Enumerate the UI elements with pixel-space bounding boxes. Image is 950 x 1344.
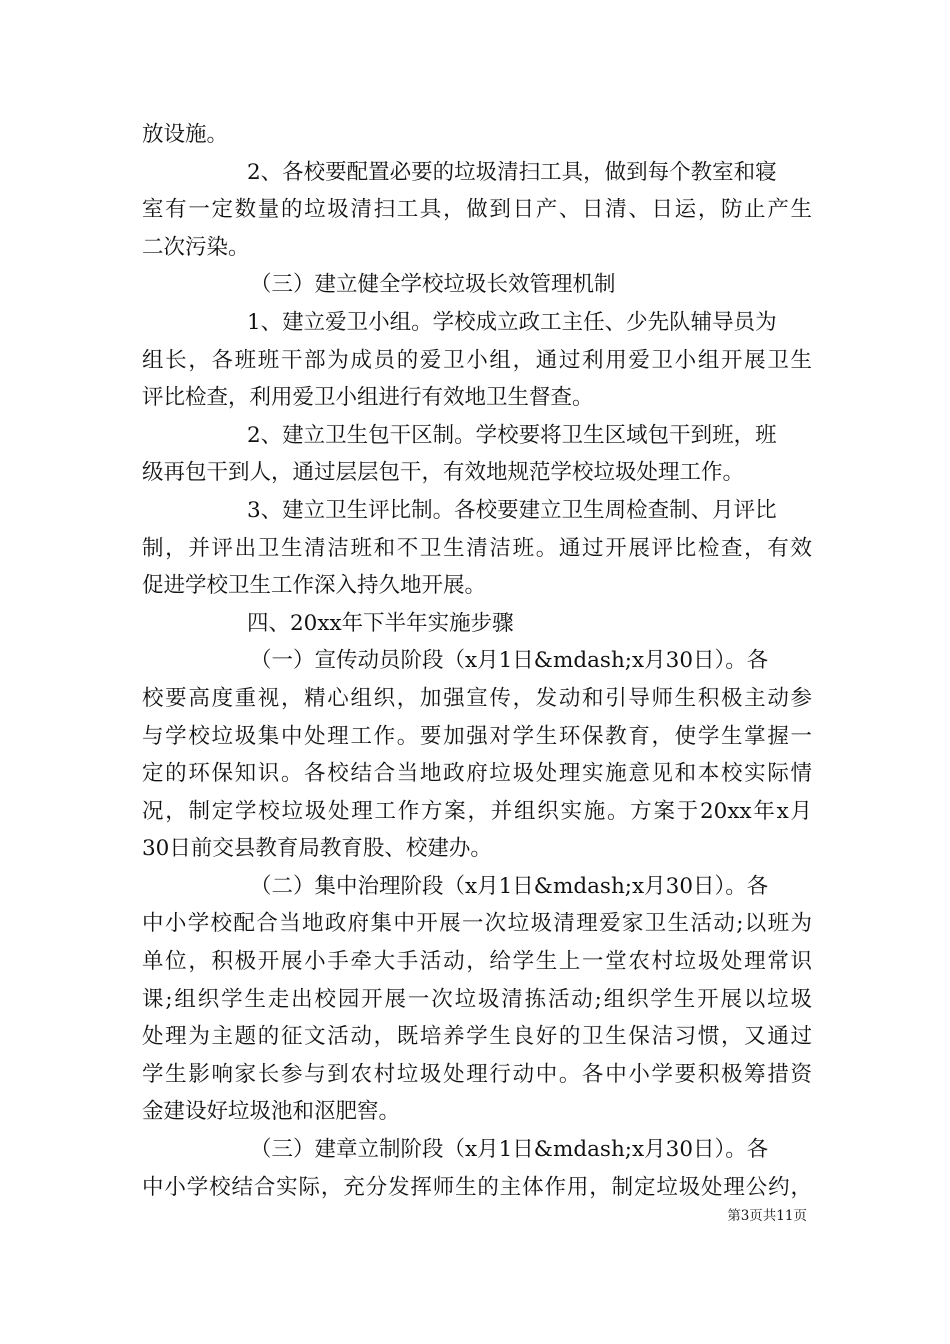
paragraph-line: 室有一定数量的垃圾清扫工具，做到日产、日清、日运，防止产生	[142, 197, 812, 223]
paragraph-line: 单位，积极开展小手牵大手活动，给学生上一堂农村垃圾处理常识	[142, 949, 812, 975]
page-number-footer: 第3页共11页	[727, 1208, 807, 1224]
section-heading: （三）建立健全学校垃圾长效管理机制	[250, 272, 616, 298]
paragraph-line: 学生影响家长参与到农村垃圾处理行动中。各中小学要积极筹措资	[142, 1061, 812, 1087]
paragraph-line: 1、建立爱卫小组。学校成立政工主任、少先队辅导员为	[247, 309, 777, 335]
paragraph-line: 中小学校配合当地政府集中开展一次垃圾清理爱家卫生活动;以班为	[142, 911, 812, 937]
paragraph-line: 2、各校要配置必要的垃圾清扫工具，做到每个教室和寝	[247, 159, 777, 185]
paragraph-line: 课;组织学生走出校园开展一次垃圾清拣活动;组织学生开展以垃圾	[142, 986, 812, 1012]
paragraph-line: （一）宣传动员阶段（x月1日&mdash;x月30日）。各	[250, 648, 769, 674]
section-heading: 四、20xx年下半年实施步骤	[247, 610, 514, 636]
paragraph-line: 促进学校卫生工作深入持久地开展。	[142, 573, 487, 599]
paragraph-line: 评比检查，利用爱卫小组进行有效地卫生督查。	[142, 385, 594, 411]
paragraph-line: （三）建章立制阶段（x月1日&mdash;x月30日）。各	[250, 1137, 769, 1163]
document-body	[142, 116, 812, 1206]
paragraph-line: 级再包干到人，通过层层包干，有效地规范学校垃圾处理工作。	[142, 460, 745, 486]
paragraph-line: 金建设好垃圾池和沤肥窖。	[142, 1099, 401, 1125]
paragraph-line: 2、建立卫生包干区制。学校要将卫生区域包干到班，班	[247, 422, 777, 448]
paragraph-line: 组长，各班班干部为成员的爱卫小组，通过利用爱卫小组开展卫生	[142, 347, 812, 373]
paragraph-line: 与学校垃圾集中处理工作。要加强对学生环保教育，使学生掌握一	[142, 723, 812, 749]
paragraph-line: 况，制定学校垃圾处理工作方案，并组织实施。方案于20xx年x月	[142, 798, 812, 824]
paragraph-line: （二）集中治理阶段（x月1日&mdash;x月30日）。各	[250, 873, 769, 899]
paragraph-line: 制，并评出卫生清洁班和不卫生清洁班。通过开展评比检查，有效	[142, 535, 812, 561]
paragraph-line: 3、建立卫生评比制。各校要建立卫生周检查制、月评比	[247, 497, 777, 523]
paragraph-line: 校要高度重视，精心组织，加强宣传，发动和引导师生积极主动参	[142, 685, 812, 711]
paragraph-line: 放设施。	[142, 122, 229, 147]
paragraph-line: 处理为主题的征文活动，既培养学生良好的卫生保洁习惯，又通过	[142, 1024, 812, 1050]
paragraph-line: 30日前交县教育局教育股、校建办。	[142, 836, 492, 862]
paragraph-line: 中小学校结合实际，充分发挥师生的主体作用，制定垃圾处理公约，	[142, 1174, 812, 1200]
paragraph-line: 定的环保知识。各校结合当地政府垃圾处理实施意见和本校实际情	[142, 761, 812, 787]
paragraph-line: 二次污染。	[142, 234, 250, 260]
